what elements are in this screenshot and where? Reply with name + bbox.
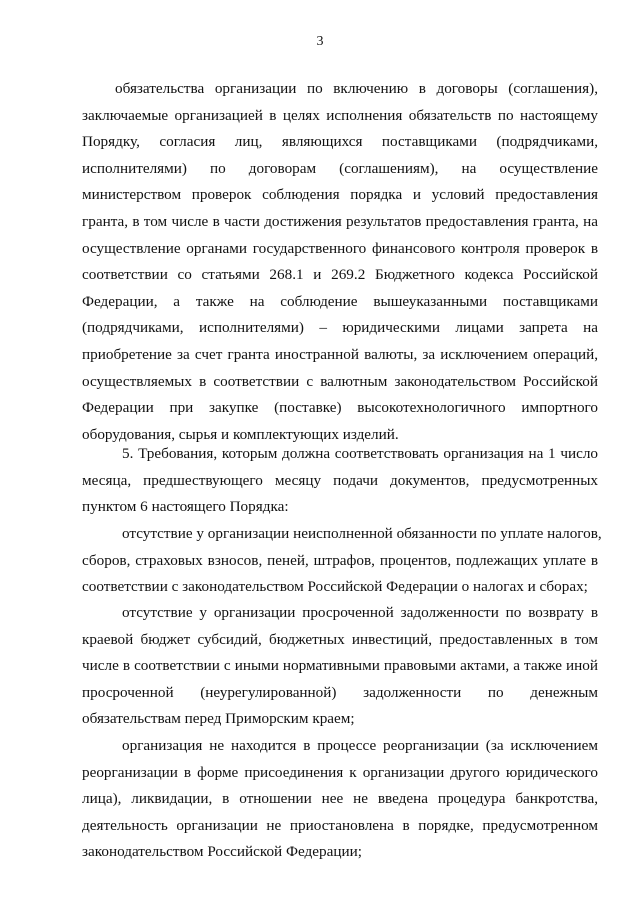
text-line: 5. Требования, которым должна соответствовать организация на 1 число [122,445,598,462]
paragraph-obligations [82,76,598,448]
text-line: министерством проверок соблюдения порядка и условий предоставления [82,186,598,204]
text-line: отсутствие у организации просроченной задолженности по возврату в [122,604,598,621]
text-line: деятельность организации не приостановлена в порядке, предусмотренном [82,816,598,834]
text-line: (подрядчиками, исполнителями) – юридическими лицами запрета на [82,319,598,337]
text-line: соответствии со статьями 268.1 и 269.2 Бюджетного кодекса Российской [82,266,598,284]
text-line: оборудования, сырья и комплектующих изделий. [82,425,399,443]
text-line: исполнителями) по договорам (соглашениям), на осуществление [82,159,598,177]
text-line: месяца, предшествующего месяцу подачи документов, предусмотренных [82,471,598,489]
text-line: просроченной (неурегулированной) задолженности по денежным [82,683,598,701]
text-line: законодательством Российской Федерации; [82,843,362,861]
text-line: заключаемые организацией в целях исполнения обязательств по настоящему [82,106,598,124]
text-line: сборов, страховых взносов, пеней, штрафов, процентов, подлежащих уплате в [82,551,598,569]
text-line: реорганизации в форме присоединения к организации другого юридического [82,763,598,781]
paragraph-no-overdue-debt [82,600,598,733]
paragraph-item-5 [82,441,598,521]
paragraph-no-reorganization [82,733,598,866]
text-line: краевой бюджет субсидий, бюджетных инвестиций, предоставленных в том [82,630,598,648]
text-line: числе в соответствии с иными нормативными правовыми актами, а также иной [82,657,598,675]
text-line: Порядку, согласия лиц, являющихся поставщиками (подрядчиками, [82,133,598,151]
text-line: Федерации при закупке (поставке) высокотехнологичного импортного [82,399,598,417]
text-line: обязательствам перед Приморским краем; [82,710,355,728]
text-line: пунктом 6 настоящего Порядка: [82,498,289,516]
text-line: Федерации, а также на соблюдение вышеуказанными поставщиками [82,292,598,310]
text-line: гранта, в том числе в части достижения результатов предоставления гранта, на [82,212,598,230]
page-number: 3 [316,34,324,49]
paragraph-no-tax-debt [82,521,602,601]
text-line: отсутствие у организации неисполненной обязанности по уплате налогов, [122,525,602,542]
text-line: осуществление органами государственного финансового контроля проверок в [82,239,598,257]
text-line: лица), ликвидации, в отношении нее не введена процедура банкротства, [82,790,598,808]
text-line: осуществляемых в соответствии с валютным законодательством Российской [82,372,598,390]
text-line: организация не находится в процессе реорганизации (за исключением [122,737,598,754]
text-line: приобретение за счет гранта иностранной валюты, за исключением операций, [82,345,598,363]
text-line: обязательства организации по включению в договоры (соглашения), [115,80,598,97]
text-line: соответствии с законодательством Российской Федерации о налогах и сборах; [82,578,588,596]
